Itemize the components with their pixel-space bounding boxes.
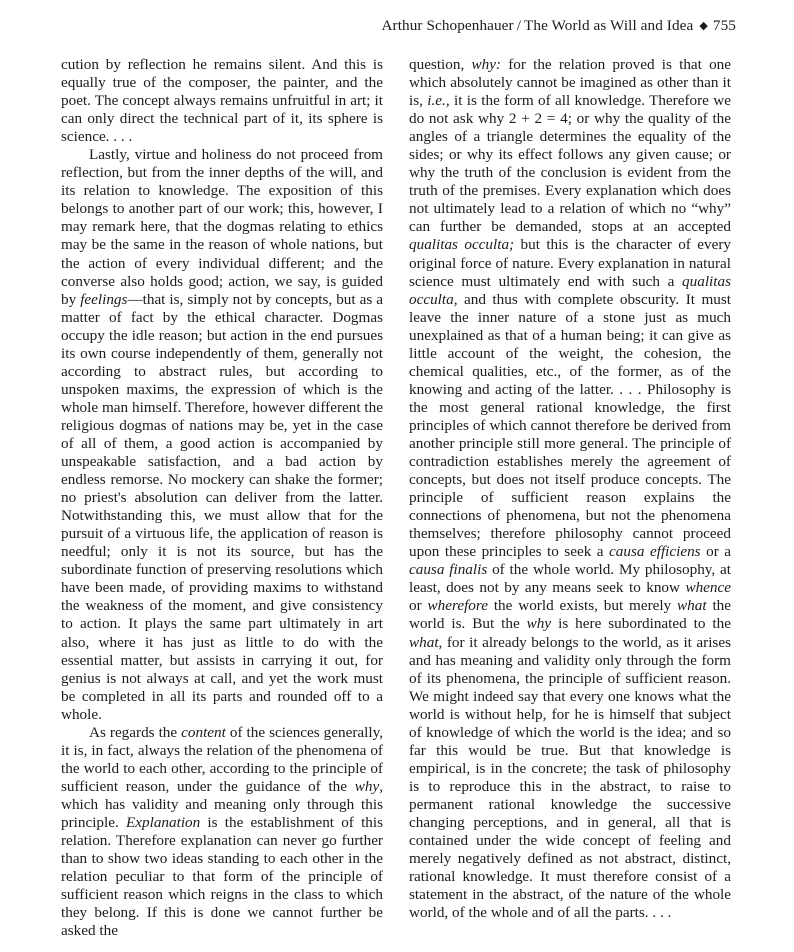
header-separator: / bbox=[516, 17, 522, 34]
italic-text: content bbox=[181, 723, 226, 741]
text-run: is here subordinated to the bbox=[551, 615, 731, 633]
text-run: or a bbox=[700, 543, 731, 561]
text-run: —that is, simply not by concepts, but as a matter of fact by the ethical character. Dogmas occupy the idle reason; but action in the end pursues its own course independently of them, generally not according to abstract rules, but according to unspoken maxims, the expression of which is the whole man himself. Therefore, however different the religious dogmas of nations may be, yet in the case of all of them, a good action is accompanied by unspeakable satisfaction, and a bad action by endless remorse. No mockery can shake the former; no priest's absolution can deliver from the latter. Notwithstanding this, we must allow that for the pursuit of a virtuous life, the application of reason is needful; only it is not its source, but has the subordinate function of preserving resolutions which have been made, of providing maxims to withstand the weakness of the moment, and give consistency to action. It plays the same part ultimately in art also, where it has just as little to do with the essential matter, but assists in carrying it out, for genius is not always at call, and yet the work must be completed in all its parts and rounded off to a whole. bbox=[61, 290, 383, 723]
right-column bbox=[409, 56, 731, 922]
italic-text: feelings bbox=[80, 290, 128, 308]
text-run: the world is. But the bbox=[409, 597, 732, 633]
left-column bbox=[61, 56, 383, 940]
italic-text: qualitas occulta, bbox=[409, 272, 731, 308]
text-run: Lastly, virtue and holiness do not proceed from reflection, but from the inner depths of the will, and its relation to knowledge. The exposition of this belongs to another part of our work; this, however, I may remark here, that the dogmas relating to ethics may be the same in the reason of whole nations, but the action of every individual different; and the converse also holds good; action, we say, is guided by bbox=[61, 146, 383, 308]
text-run: or bbox=[409, 597, 428, 615]
text-run: , for it already belongs to the world, as it arises and has meaning and validity only through the form of its phenomena, the principle of sufficient reason. We might indeed say that every one knows what the world is without help, for he is himself that subject of knowledge of which the world is the idea; and so far this would be true. But that knowledge is empirical, is in the concrete; the task of philosophy is to reproduce this in the abstract, to raise to permanent rational knowledge the successive changing perceptions, and in general, all that is contained under the wide concept of feeling and merely negatively defined as not abstract, distinct, rational knowledge. It must therefore consist of a statement in the abstract, of the nature of the whole world, of the whole and of all the parts. . . . bbox=[409, 633, 731, 922]
text-run: , which has validity and meaning only through this principle. bbox=[61, 777, 383, 831]
italic-text: why bbox=[526, 615, 552, 633]
text-run: for the relation proved is that one which absolutely cannot be imagined as other than it is, bbox=[409, 56, 732, 110]
text-run: and thus with complete obscurity. It must leave the inner nature of a stone just as much unexplained as that of a human being; it can give as little account of the weight, the cohesion, the chemical qualities, etc., of the former, as of the knowing and acting of the latter. . . . Philosophy is the most general rational knowledge, the first principles of which cannot therefore be derived from another principle still more general. The principle of contradiction establishes merely the agreement of concepts, but does not itself produce concepts. The principle of sufficient reason explains the connections of phenomena, but not the phenomena themselves; therefore philosophy cannot proceed upon these principles to seek a bbox=[409, 290, 731, 561]
text-run: cution by reflection he remains silent. And this is equally true of the composer, the painter, and the poet. The concept always remains unfruitful in art; it can only direct the technical part of it, its sphere is science. . . . bbox=[61, 56, 383, 146]
text-run: the world exists, but merely bbox=[487, 597, 678, 615]
text-run: As regards the bbox=[89, 723, 182, 741]
italic-text: causa finalis bbox=[409, 561, 488, 579]
text-run: , it is the form of all knowledge. Therefore we do not ask why 2 + 2 = 4; or why the quality of the angles of a triangle determines the equality of the sides; or why its effect follows any given cause; or why the truth of the conclusion is evident from the truth of the premises. Every explanation which does not ultimately lead to a relation of which no “why” can further be demanded, stops at an accepted bbox=[409, 92, 731, 236]
text-run: of the whole world. My philosophy, at least, does not by any means seek to know bbox=[409, 561, 731, 597]
italic-text: causa efficiens bbox=[609, 543, 701, 561]
text-run: question, bbox=[409, 56, 472, 73]
header-work-title: The World as Will and Idea bbox=[524, 17, 694, 34]
body-paragraph bbox=[61, 146, 383, 724]
text-run: is the establishment of this relation. Therefore explanation can never go further than to show two ideas standing to each other in the relation peculiar to that form of the principle of sufficient reason which reigns in the class to which they belong. If this is done we cannot further be asked the bbox=[61, 813, 384, 940]
italic-text: i.e. bbox=[427, 92, 446, 110]
text-run: but this is the character of every original force of nature. Every explanation in natural science must ultimately end with such a bbox=[409, 236, 731, 290]
italic-text: whence bbox=[685, 579, 731, 597]
text-run: of the sciences generally, it is, in fact, always the relation of the phenomena of the world to each other, according to the principle of sufficient reason, under the guidance of the bbox=[61, 723, 383, 795]
page-number: 755 bbox=[712, 17, 736, 34]
diamond-ornament-icon: ◆ bbox=[699, 20, 708, 32]
italic-text: why: bbox=[471, 56, 501, 73]
body-paragraph bbox=[61, 724, 383, 941]
running-head bbox=[381, 17, 736, 35]
header-author: Arthur Schopenhauer bbox=[381, 17, 514, 34]
body-paragraph bbox=[409, 56, 731, 922]
italic-text: wherefore bbox=[427, 597, 488, 615]
italic-text: qualitas occulta; bbox=[409, 236, 515, 254]
italic-text: what bbox=[677, 597, 707, 615]
body-paragraph bbox=[61, 56, 383, 146]
italic-text: why bbox=[354, 777, 380, 795]
italic-text: Explanation bbox=[125, 813, 201, 831]
italic-text: what bbox=[409, 633, 439, 651]
